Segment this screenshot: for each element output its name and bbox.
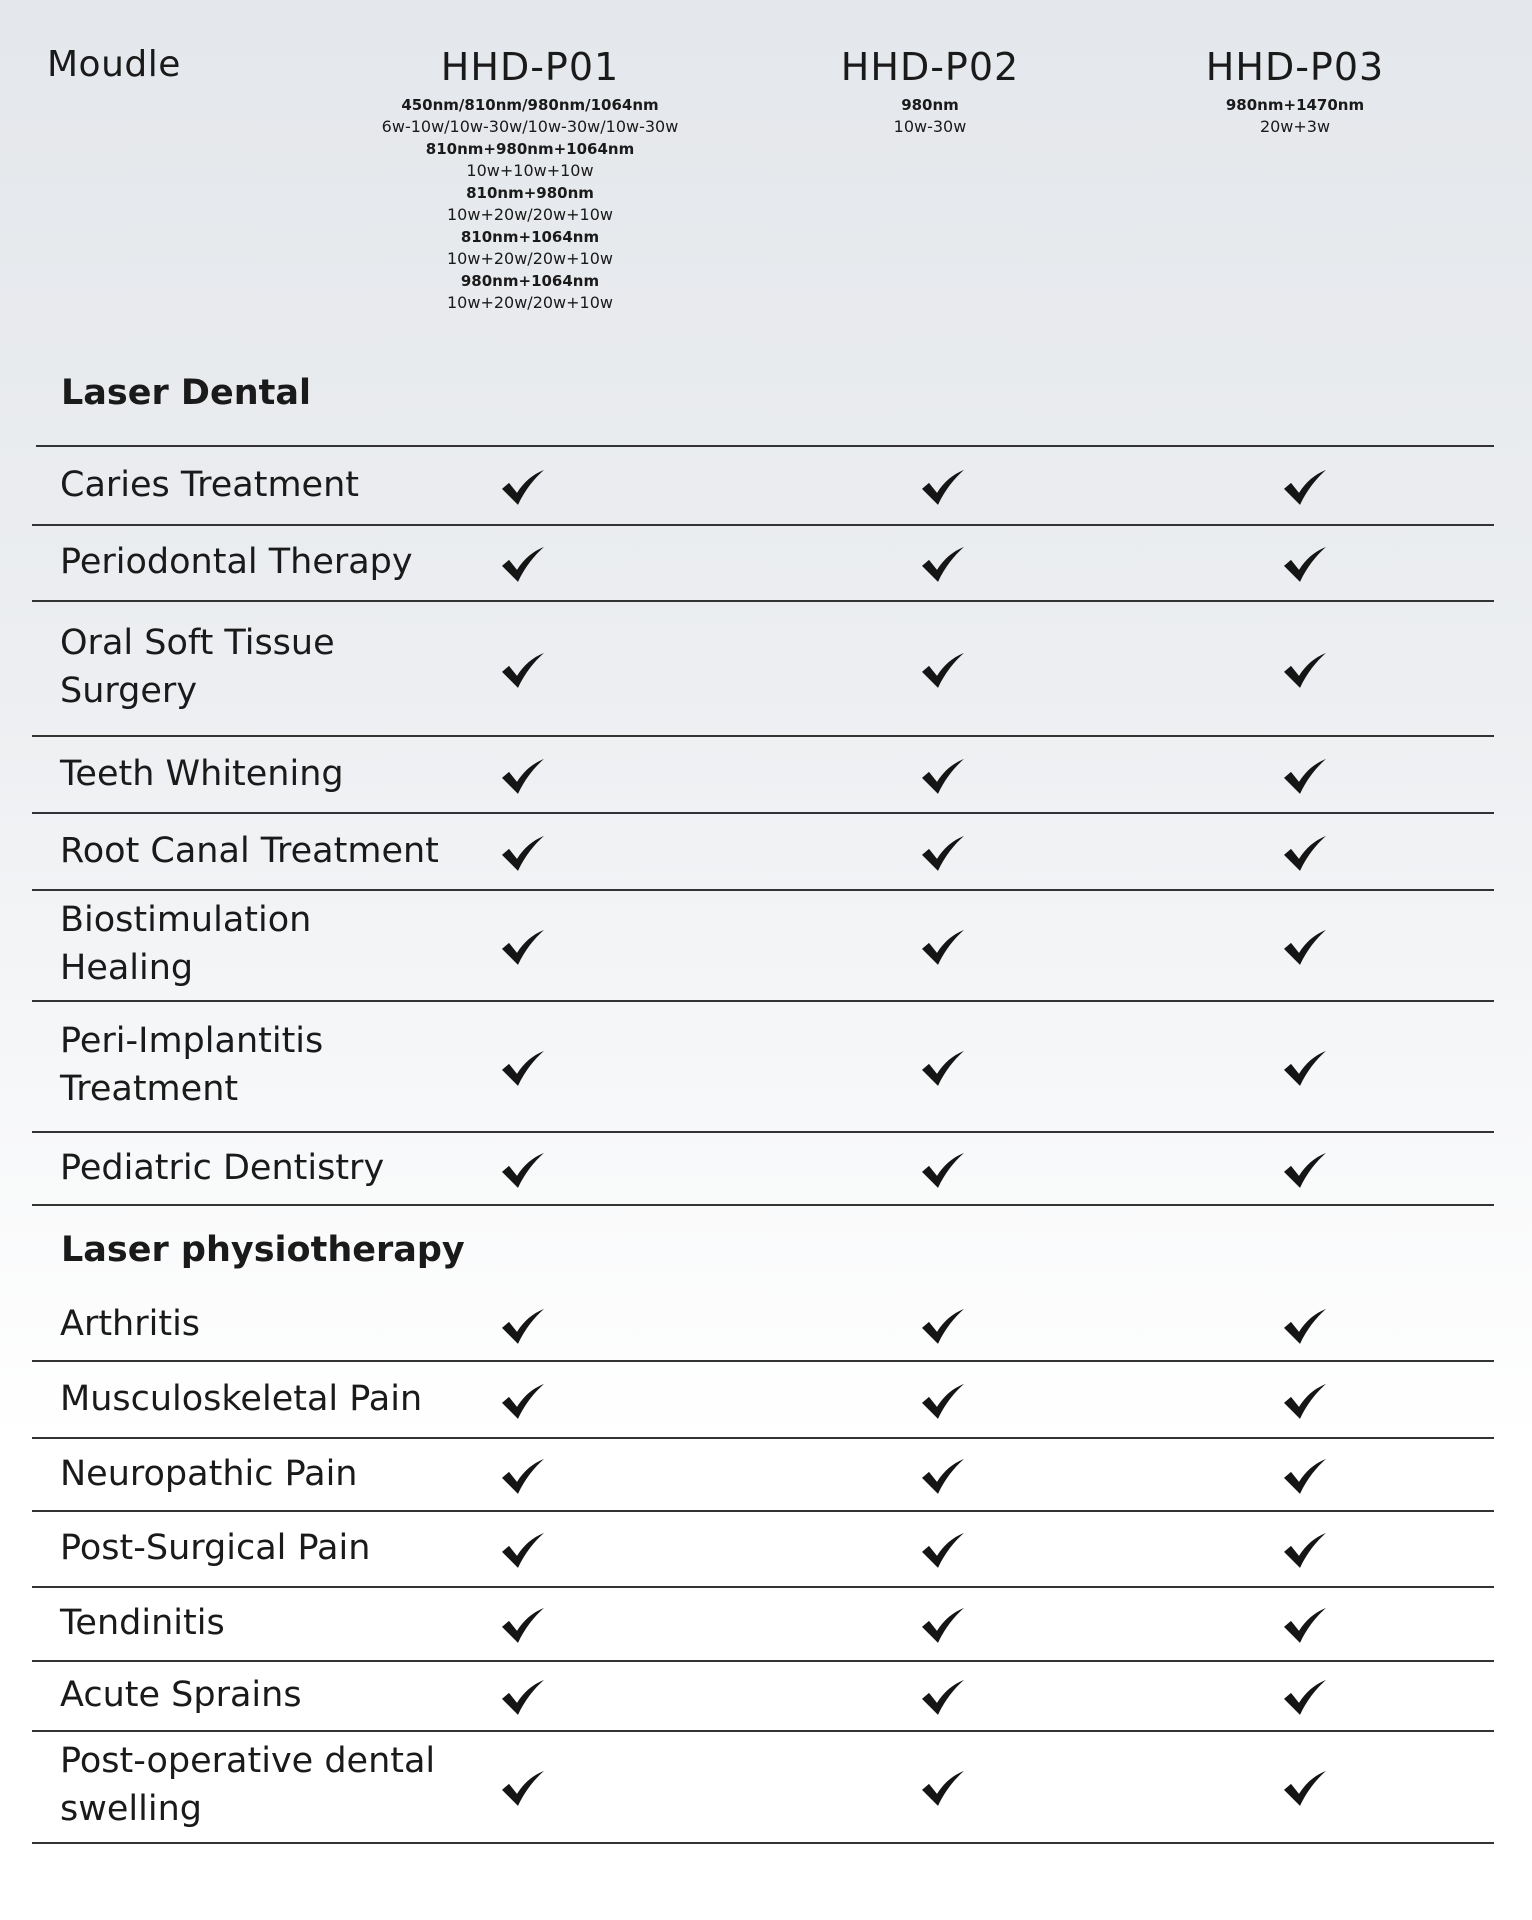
checkmark-icon-hhd-p03 [1282, 468, 1328, 506]
checkmark-icon-hhd-p01 [500, 1770, 546, 1808]
checkmark-icon-hhd-p02 [920, 468, 966, 506]
model-spec-line: 980nm+1064nm [460, 272, 600, 290]
table-row [32, 1732, 1494, 1844]
row-label: Post-Surgical Pain [60, 1528, 371, 1569]
checkmark-icon-hhd-p03 [1282, 1679, 1328, 1717]
checkmark-icon-hhd-p02 [920, 1382, 966, 1420]
table-row [32, 737, 1494, 814]
table-row [32, 602, 1494, 737]
row-label: Musculoskeletal Pain [60, 1378, 423, 1419]
checkmark-icon-hhd-p02 [920, 1770, 966, 1808]
row-label: Teeth Whitening [60, 753, 344, 794]
checkmark-icon-hhd-p03 [1282, 928, 1328, 966]
checkmark-icon-hhd-p03 [1282, 1532, 1328, 1570]
checkmark-icon-hhd-p03 [1282, 834, 1328, 872]
checkmark-icon-hhd-p01 [500, 1607, 546, 1645]
checkmark-icon-hhd-p01 [500, 1457, 546, 1495]
model-specs [810, 94, 1050, 138]
table-row [32, 526, 1494, 602]
table-row [32, 1362, 1494, 1439]
model-name: HHD-P03 [1205, 45, 1385, 89]
model-spec-line: 810nm+980nm [466, 184, 594, 202]
model-spec-line: 10w+20w/20w+10w [447, 205, 613, 224]
model-spec-line: 980nm [901, 96, 959, 114]
model-spec-line: 10w+20w/20w+10w [447, 293, 613, 312]
checkmark-icon-hhd-p01 [500, 468, 546, 506]
checkmark-icon-hhd-p03 [1282, 1382, 1328, 1420]
checkmark-icon-hhd-p02 [920, 1457, 966, 1495]
checkmark-icon-hhd-p03 [1282, 757, 1328, 795]
row-label: Periodontal Therapy [60, 542, 413, 583]
checkmark-icon-hhd-p03 [1282, 546, 1328, 584]
model-spec-line: 10w-30w [893, 117, 967, 136]
model-spec-line: 810nm+1064nm [460, 228, 600, 246]
model-header-hhd-p01 [380, 44, 680, 314]
row-label: Biostimulation Healing [60, 899, 312, 988]
section-title-laser-dental: Laser Dental [61, 373, 311, 413]
table-row [32, 1439, 1494, 1512]
model-spec-line: 10w+10w+10w [466, 161, 594, 180]
table-row [32, 1588, 1494, 1662]
checkmark-icon-hhd-p01 [500, 546, 546, 584]
model-spec-line: 450nm/810nm/980nm/1064nm [401, 96, 659, 114]
checkmark-icon-hhd-p02 [920, 546, 966, 584]
table-row [32, 1002, 1494, 1133]
model-name: HHD-P01 [440, 45, 620, 89]
row-label: Arthritis [60, 1304, 201, 1345]
checkmark-icon-hhd-p01 [500, 928, 546, 966]
model-spec-line: 810nm+980nm+1064nm [425, 140, 635, 158]
checkmark-icon-hhd-p01 [500, 1308, 546, 1346]
checkmark-icon-hhd-p01 [500, 757, 546, 795]
checkmark-icon-hhd-p03 [1282, 1607, 1328, 1645]
corner-label: Moudle [47, 44, 181, 85]
checkmark-icon-hhd-p01 [500, 1151, 546, 1189]
row-label: Root Canal Treatment [60, 830, 439, 871]
checkmark-icon-hhd-p01 [500, 1382, 546, 1420]
checkmark-icon-hhd-p01 [500, 1049, 546, 1087]
checkmark-icon-hhd-p02 [920, 1049, 966, 1087]
checkmark-icon-hhd-p03 [1282, 651, 1328, 689]
checkmark-icon-hhd-p02 [920, 1679, 966, 1717]
model-spec-line: 10w+20w/20w+10w [447, 249, 613, 268]
row-label: Peri-Implantitis Treatment [60, 1020, 324, 1109]
checkmark-icon-hhd-p03 [1282, 1049, 1328, 1087]
row-label: Caries Treatment [60, 464, 359, 505]
model-specs [380, 94, 680, 314]
checkmark-icon-hhd-p03 [1282, 1770, 1328, 1808]
checkmark-icon-hhd-p03 [1282, 1151, 1328, 1189]
checkmark-icon-hhd-p02 [920, 1532, 966, 1570]
table-row [32, 1512, 1494, 1588]
section-title-laser-physiotherapy: Laser physiotherapy [61, 1230, 465, 1270]
table-row [32, 1133, 1494, 1206]
model-header-hhd-p02 [810, 44, 1050, 138]
checkmark-icon-hhd-p02 [920, 928, 966, 966]
checkmark-icon-hhd-p02 [920, 834, 966, 872]
row-label: Post-operative dental swelling [60, 1741, 436, 1830]
table-row [32, 1662, 1494, 1732]
model-header-hhd-p03 [1175, 44, 1415, 138]
checkmark-icon-hhd-p01 [500, 651, 546, 689]
table-row [32, 814, 1494, 891]
table-row [32, 891, 1494, 1002]
model-spec-line: 20w+3w [1259, 117, 1331, 136]
checkmark-icon-hhd-p03 [1282, 1308, 1328, 1346]
checkmark-icon-hhd-p02 [920, 1607, 966, 1645]
row-label: Tendinitis [60, 1603, 225, 1644]
checkmark-icon-hhd-p02 [920, 1151, 966, 1189]
checkmark-icon-hhd-p01 [500, 1679, 546, 1717]
checkmark-icon-hhd-p03 [1282, 1457, 1328, 1495]
checkmark-icon-hhd-p01 [500, 834, 546, 872]
checkmark-icon-hhd-p02 [920, 1308, 966, 1346]
table-row [32, 447, 1494, 526]
model-spec-line: 980nm+1470nm [1225, 96, 1365, 114]
checkmark-icon-hhd-p01 [500, 1532, 546, 1570]
row-label: Pediatric Dentistry [60, 1147, 385, 1188]
row-label: Acute Sprains [60, 1675, 302, 1716]
model-specs [1175, 94, 1415, 138]
table-row [32, 1290, 1494, 1362]
model-spec-line: 6w-10w/10w-30w/10w-30w/10w-30w [381, 117, 679, 136]
checkmark-icon-hhd-p02 [920, 651, 966, 689]
row-label: Neuropathic Pain [60, 1453, 358, 1494]
model-name: HHD-P02 [840, 45, 1020, 89]
row-label: Oral Soft Tissue Surgery [60, 622, 335, 711]
checkmark-icon-hhd-p02 [920, 757, 966, 795]
